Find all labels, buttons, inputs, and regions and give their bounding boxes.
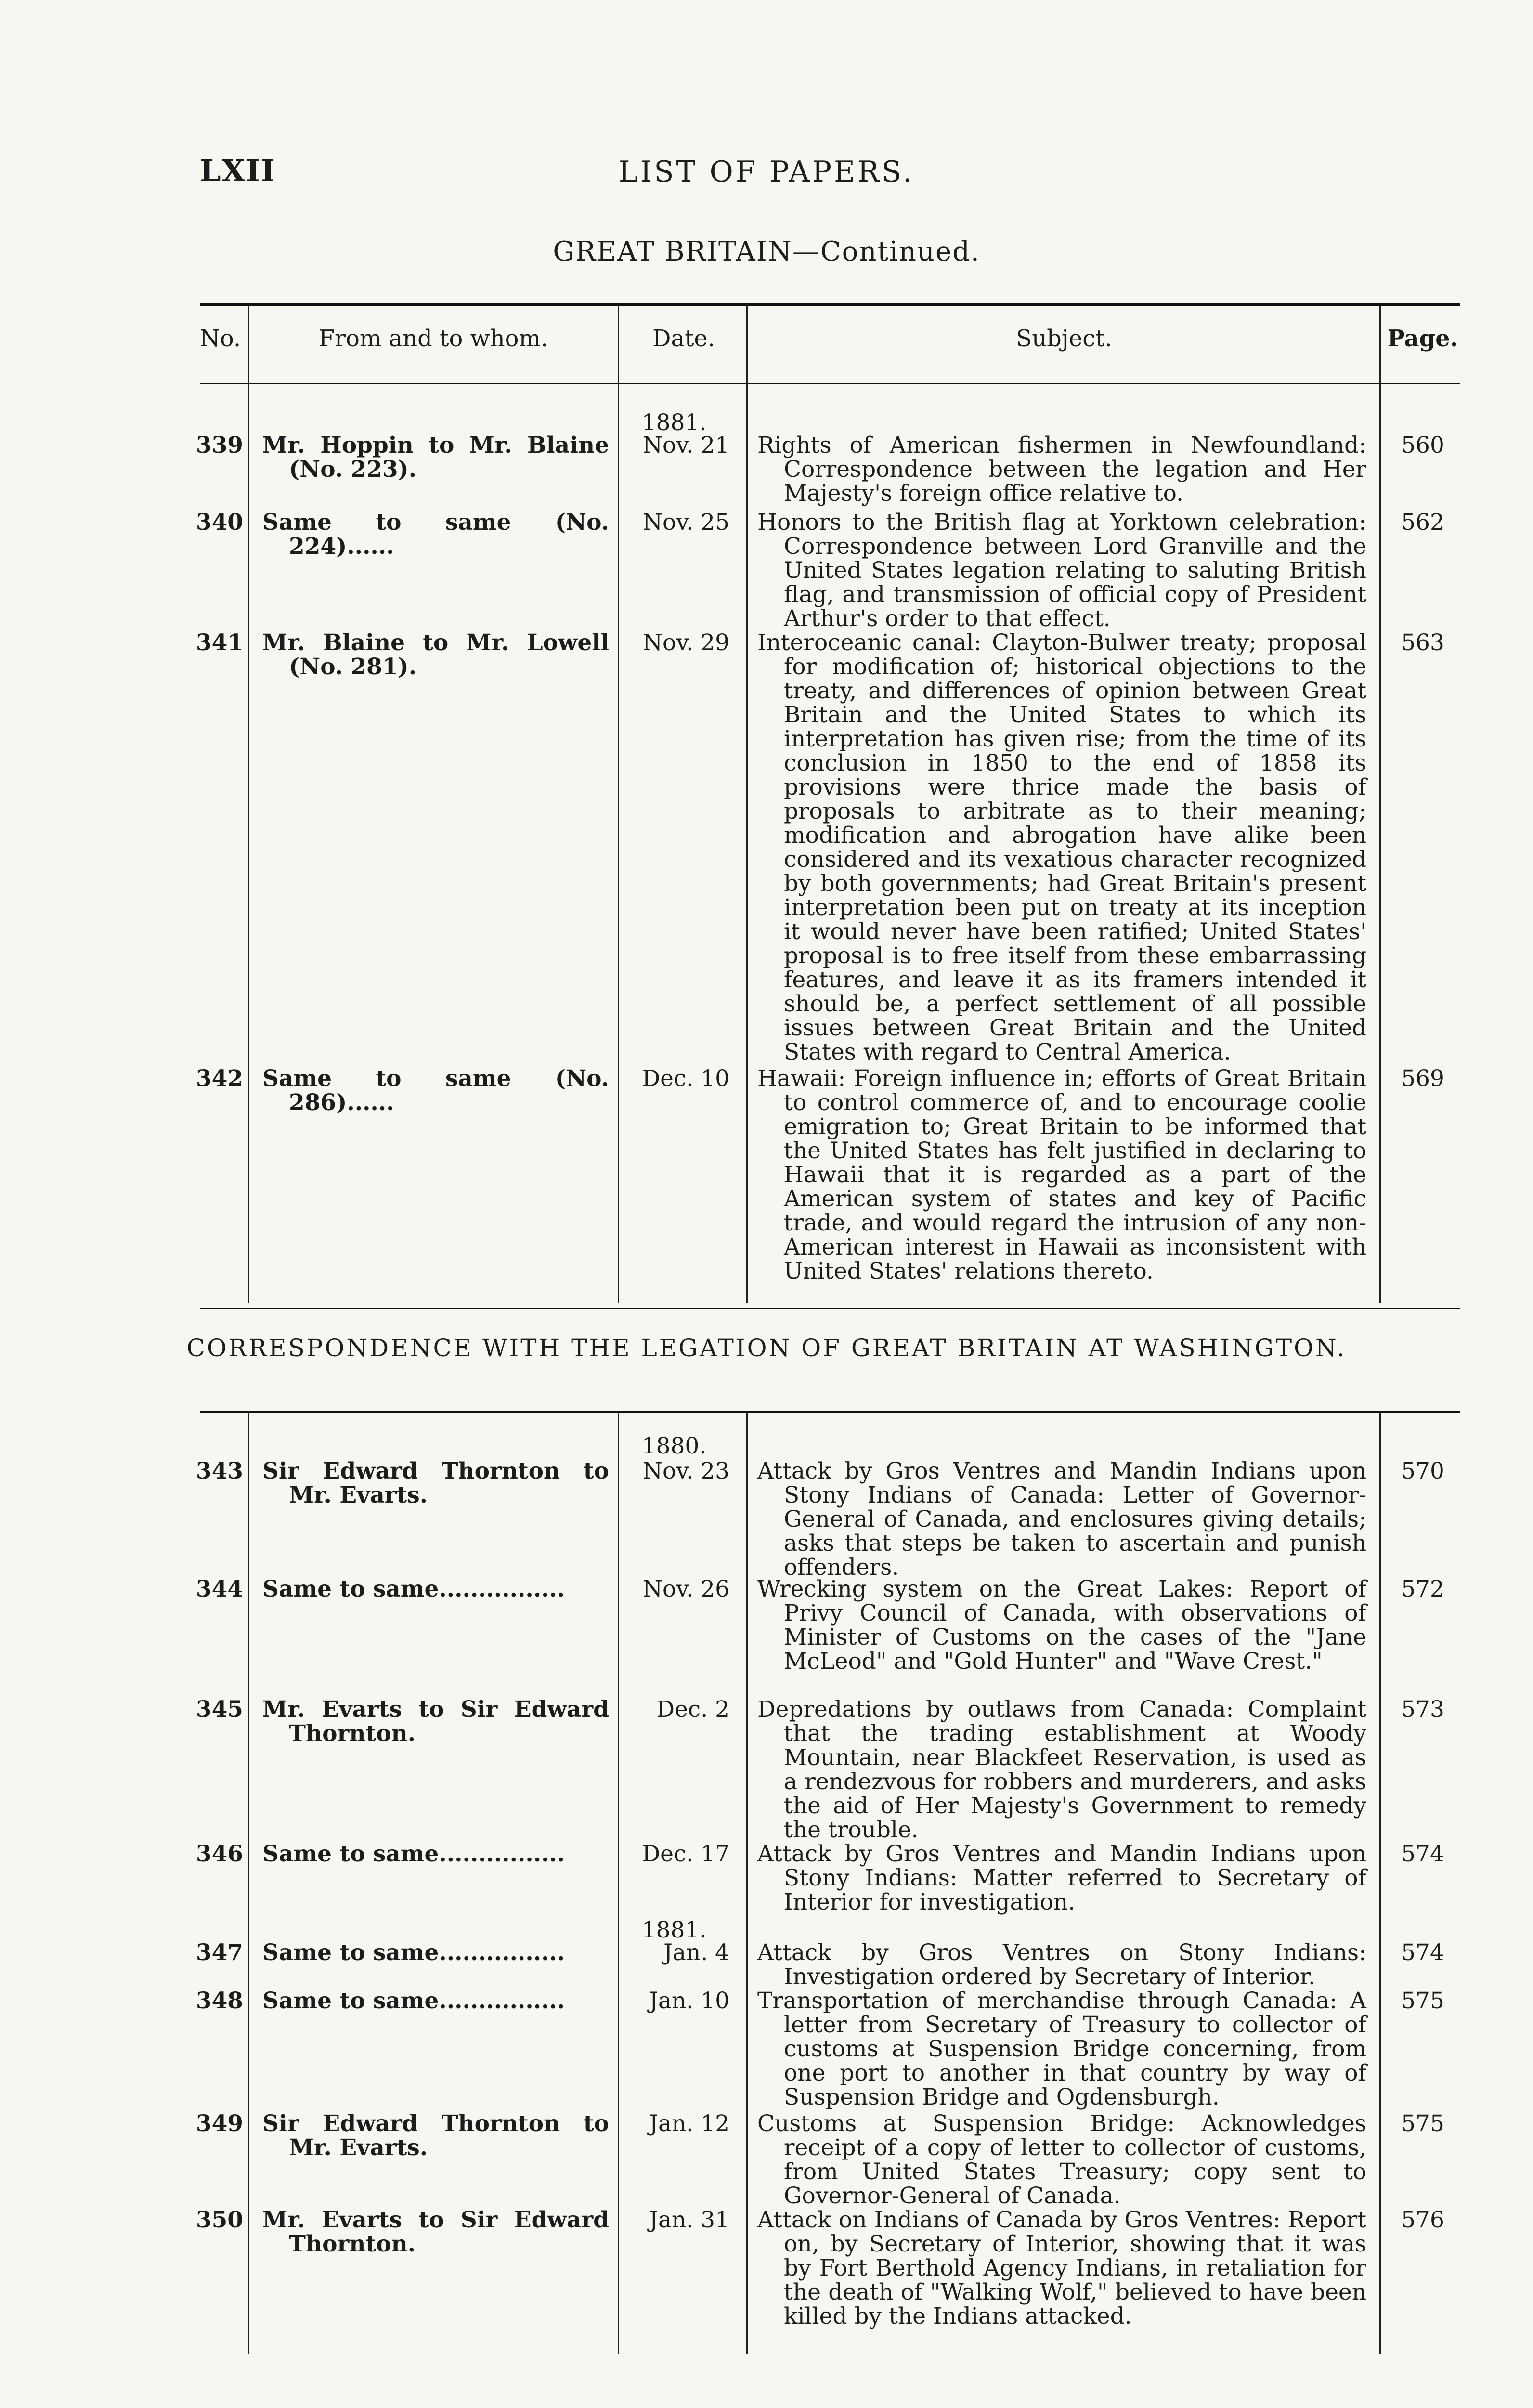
entry-date: Nov. 21 bbox=[642, 432, 729, 458]
entry-date: Jan. 31 bbox=[649, 2207, 729, 2233]
column-rule bbox=[1379, 306, 1381, 1303]
from-and-to: Mr. Hoppin to Mr. Blaine (No. 223). bbox=[262, 432, 609, 483]
entry-number: 341 bbox=[195, 629, 243, 656]
from-and-to: Same to same................ bbox=[262, 1988, 565, 2014]
from-and-to: Mr. Evarts to Sir Edward Thornton. bbox=[262, 2207, 609, 2257]
entry-subject: Interoceanic canal: Clayton-Bulwer treaty; proposal for modification of; historical objections to the treaty, and differences of opinion between Great Britain and the United States to which its interpretation has given rise; from the time of its conclusion in 1850 to the end of 1858 its provisions were thrice made the basis of proposals to arbitrate as to their meaning; modification and abrogation have alike been considered and its vexatious character recognized by both governments; had Great Britain's present interpretation been put on treaty at its inception it would never have been ratified; United States' proposal is to free itself from these embarrassing features, and leave it as its framers intended it should be, a perfect settlement of all possible issues between Great Britain and the United States with regard to Central America. bbox=[757, 629, 1366, 1065]
entry-page: 573 bbox=[1401, 1696, 1444, 1723]
entry-page: 562 bbox=[1401, 509, 1444, 536]
entry-page: 575 bbox=[1401, 2110, 1444, 2137]
from-and-to: Sir Edward Thornton to Mr. Evarts. bbox=[262, 1458, 609, 1508]
entry-subject: Customs at Suspension Bridge: Acknowledges receipt of a copy of letter to collector of customs, from United States Treasury; copy sent to Governor-General of Canada. bbox=[757, 2110, 1366, 2209]
from-and-to: Same to same................ bbox=[262, 1841, 565, 1867]
entry-number: 347 bbox=[195, 1939, 243, 1966]
entry-page: 574 bbox=[1401, 1939, 1444, 1966]
entry-subject: Attack on Indians of Canada by Gros Ventres: Report on, by Secretary of Interior, showing that it was by Fort Berthold Agency Indians, in retaliation for the death of "Walking Wolf," believed to have been killed by the Indians attacked. bbox=[757, 2207, 1366, 2329]
from-and-to: Same to same (No. 286)...... bbox=[262, 1065, 609, 1116]
table-top-rule bbox=[200, 1411, 1460, 1413]
entry-subject: Honors to the British flag at Yorktown celebration: Correspondence between Lord Granville and the United States legation relating to saluting British flag, and transmission of official copy of President Arthur's order to that effect. bbox=[757, 509, 1366, 632]
entry-date: Dec. 2 bbox=[656, 1696, 729, 1723]
entry-subject: Attack by Gros Ventres on Stony Indians: Investigation ordered by Secretary of Interior. bbox=[757, 1939, 1366, 1990]
entry-number: 339 bbox=[195, 432, 243, 458]
entry-number: 340 bbox=[195, 509, 243, 536]
column-rule bbox=[618, 306, 619, 1303]
entry-number: 342 bbox=[195, 1065, 243, 1092]
from-and-to: Same to same................ bbox=[262, 1939, 565, 1966]
year-label: 1881. bbox=[641, 409, 707, 436]
entry-date: Jan. 4 bbox=[663, 1939, 729, 1966]
entry-subject: Hawaii: Foreign influence in; efforts of Great Britain to control commerce of, and to encourage coolie emigration to; Great Britain to be informed that the United States has felt justified in declaring to Hawaii that it is regarded as a part of the American system of states and key of Pacific trade, and would regard the intrusion of any non-American interest in Hawaii as inconsistent with United States' relations thereto. bbox=[757, 1065, 1366, 1284]
entry-date: Nov. 29 bbox=[642, 629, 729, 656]
entry-page: 570 bbox=[1401, 1458, 1444, 1484]
from-and-to: Sir Edward Thornton to Mr. Evarts. bbox=[262, 2110, 609, 2161]
entry-number: 349 bbox=[195, 2110, 243, 2137]
running-title: LIST OF PAPERS. bbox=[618, 155, 915, 189]
column-header-page: Page. bbox=[1387, 325, 1458, 352]
page-number: LXII bbox=[200, 153, 276, 188]
entry-page: 572 bbox=[1401, 1576, 1444, 1602]
entry-number: 344 bbox=[195, 1576, 243, 1602]
entry-subject: Rights of American fishermen in Newfoundland: Correspondence between the legation and Her Majesty's foreign office relative to. bbox=[757, 432, 1366, 507]
from-and-to: Same to same................ bbox=[262, 1576, 565, 1602]
table-bottom-rule bbox=[200, 1308, 1460, 1309]
entry-date: Jan. 10 bbox=[649, 1988, 729, 2014]
subsection-title: CORRESPONDENCE WITH THE LEGATION OF GREAT BRITAIN AT WASHINGTON. bbox=[186, 1334, 1347, 1362]
entry-date: Nov. 25 bbox=[642, 509, 729, 536]
entry-date: Nov. 26 bbox=[642, 1576, 729, 1602]
from-and-to: Mr. Evarts to Sir Edward Thornton. bbox=[262, 1696, 609, 1747]
year-label: 1880. bbox=[641, 1433, 707, 1459]
entry-subject: Attack by Gros Ventres and Mandin Indians upon Stony Indians of Canada: Letter of Governor-General of Canada, and enclosures giving details; asks that steps be taken to ascertain and punish offenders. bbox=[757, 1458, 1366, 1581]
column-header-date: Date. bbox=[652, 325, 715, 352]
entry-date: Nov. 23 bbox=[642, 1458, 729, 1484]
section-title: GREAT BRITAIN—Continued. bbox=[553, 236, 980, 267]
entry-date: Dec. 10 bbox=[642, 1065, 729, 1092]
entry-date: Dec. 17 bbox=[642, 1841, 729, 1867]
entry-number: 350 bbox=[195, 2207, 243, 2233]
column-rule bbox=[248, 306, 249, 1303]
from-and-to: Mr. Blaine to Mr. Lowell (No. 281). bbox=[262, 629, 609, 680]
column-rule bbox=[746, 1413, 748, 2354]
column-rule bbox=[746, 306, 748, 1303]
entry-number: 348 bbox=[195, 1988, 243, 2014]
entry-subject: Wrecking system on the Great Lakes: Report of Privy Council of Canada, with observations of Minister of Customs on the cases of the "Jane McLeod" and "Gold Hunter" and "Wave Crest." bbox=[757, 1576, 1366, 1675]
entry-number: 346 bbox=[195, 1841, 243, 1867]
table-header-rule bbox=[200, 383, 1460, 384]
entry-date: Jan. 12 bbox=[649, 2110, 729, 2137]
table-top-rule bbox=[200, 303, 1460, 306]
entry-number: 343 bbox=[195, 1458, 243, 1484]
entry-page: 560 bbox=[1401, 432, 1444, 458]
entry-page: 563 bbox=[1401, 629, 1444, 656]
entry-page: 575 bbox=[1401, 1988, 1444, 2014]
column-header-subject: Subject. bbox=[1016, 325, 1112, 352]
column-header-from: From and to whom. bbox=[318, 325, 548, 352]
entry-number: 345 bbox=[195, 1696, 243, 1723]
entry-page: 574 bbox=[1401, 1841, 1444, 1867]
entry-subject: Transportation of merchandise through Canada: A letter from Secretary of Treasury to collector of customs at Suspension Bridge concerning, from one port to another in that country by way of Suspension Bridge and Ogdensburgh. bbox=[757, 1988, 1366, 2110]
column-rule bbox=[618, 1413, 619, 2354]
entry-page: 569 bbox=[1401, 1065, 1444, 1092]
column-rule bbox=[1379, 1413, 1381, 2354]
column-header-no: No. bbox=[199, 325, 241, 352]
entry-subject: Attack by Gros Ventres and Mandin Indians upon Stony Indians: Matter referred to Secretary of Interior for investigation. bbox=[757, 1841, 1366, 1915]
entry-page: 576 bbox=[1401, 2207, 1444, 2233]
from-and-to: Same to same (No. 224)...... bbox=[262, 509, 609, 560]
year-label: 1881. bbox=[641, 1917, 707, 1943]
column-rule bbox=[248, 1413, 249, 2354]
entry-subject: Depredations by outlaws from Canada: Complaint that the trading establishment at Woody Mountain, near Blackfeet Reservation, is used as a rendezvous for robbers and murderers, and asks the aid of Her Majesty's Government to remedy the trouble. bbox=[757, 1696, 1366, 1843]
